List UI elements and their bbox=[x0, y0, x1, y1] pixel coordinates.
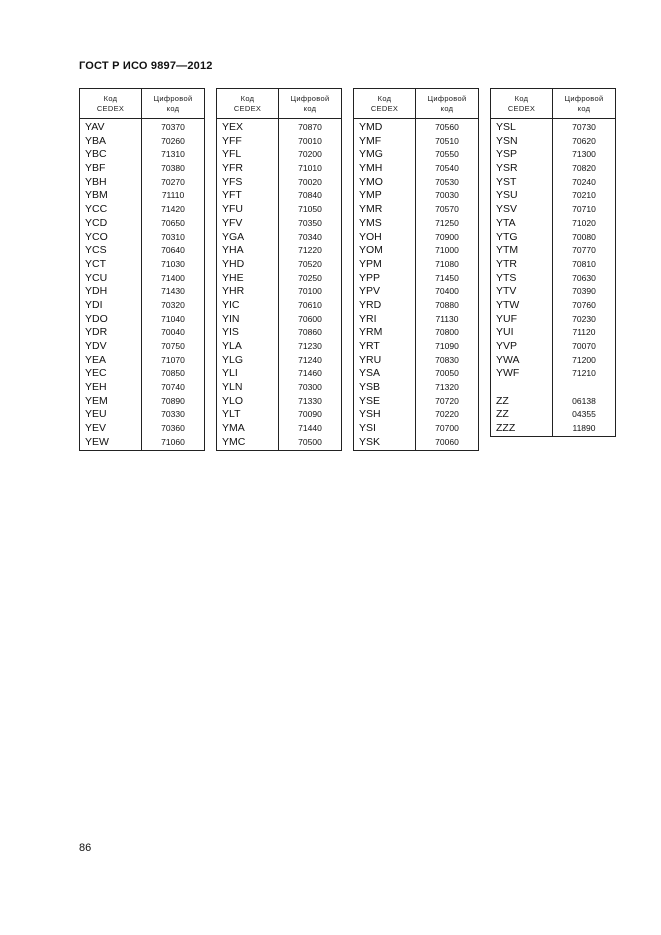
header-numeric-code: Цифровой код bbox=[290, 93, 330, 113]
cedex-code-cell: YSL bbox=[496, 121, 516, 133]
numeric-code-cell bbox=[553, 381, 615, 395]
numeric-code-cell: 70760 bbox=[572, 299, 596, 310]
numeric-code-cell: 71320 bbox=[435, 382, 459, 393]
numeric-code-cell: 70300 bbox=[298, 382, 322, 393]
cedex-code-cell: YCO bbox=[85, 230, 108, 243]
numeric-code-cell: 70800 bbox=[435, 327, 459, 338]
cedex-code-cell: YBM bbox=[85, 189, 108, 202]
cedex-code-cell: YEA bbox=[85, 353, 107, 366]
cedex-code-cell: YMR bbox=[359, 203, 383, 216]
cedex-code-cell: YST bbox=[496, 175, 517, 188]
numeric-code-cell: 70720 bbox=[435, 395, 459, 406]
cedex-code-cell: YMS bbox=[359, 216, 382, 229]
cedex-code-cell: YDI bbox=[85, 298, 103, 311]
cedex-code-cell: YCT bbox=[85, 257, 106, 270]
numeric-code-cell: 71450 bbox=[435, 272, 459, 283]
numeric-code-cell: 70200 bbox=[298, 149, 322, 160]
numeric-code-cell: 71240 bbox=[298, 354, 322, 365]
cedex-code-cell: YOH bbox=[359, 230, 382, 243]
numeric-code-cell: 71440 bbox=[298, 423, 322, 434]
numeric-code-cell: 71310 bbox=[161, 149, 185, 160]
cedex-code-cell: YBC bbox=[85, 148, 107, 161]
numeric-code-cell: 70750 bbox=[161, 341, 185, 351]
cedex-table-4 bbox=[490, 88, 616, 437]
numeric-code-cell: 70730 bbox=[572, 122, 596, 132]
cedex-code-cell: YHR bbox=[222, 285, 245, 298]
cedex-code-cell: YSE bbox=[359, 394, 381, 407]
cedex-code-cell: YAV bbox=[85, 121, 105, 133]
cedex-code-cell: YSR bbox=[496, 162, 518, 175]
numeric-code-cell: 71070 bbox=[161, 354, 185, 365]
header-numeric-code: Цифровой код bbox=[564, 93, 604, 113]
cedex-code-cell: YIS bbox=[222, 326, 239, 339]
numeric-code-cell: 06138 bbox=[572, 395, 596, 406]
cedex-code-cell: YDR bbox=[85, 326, 108, 339]
numeric-code-cell: 70220 bbox=[435, 409, 459, 420]
table-body bbox=[80, 119, 204, 450]
cedex-code-cell: YLO bbox=[222, 394, 244, 407]
numeric-code-cell: 71090 bbox=[435, 341, 459, 351]
numeric-code-cell: 70710 bbox=[572, 204, 596, 215]
header-cedex-code: Код CEDEX bbox=[217, 89, 279, 118]
numeric-code-cell: 71020 bbox=[572, 217, 596, 228]
numeric-code-cell: 71130 bbox=[435, 313, 459, 324]
cedex-code-cell: YWA bbox=[496, 353, 520, 366]
numeric-code-cell: 71000 bbox=[435, 245, 459, 256]
cedex-code-cell: YCC bbox=[85, 203, 108, 216]
numeric-code-cell: 70860 bbox=[298, 327, 322, 338]
numeric-code-cell: 70030 bbox=[435, 190, 459, 201]
cedex-code-cell: YRT bbox=[359, 340, 380, 352]
cedex-code-cell: YTA bbox=[496, 216, 516, 229]
numeric-code-cell: 70010 bbox=[298, 135, 322, 146]
cedex-table-1 bbox=[79, 88, 205, 451]
cedex-code-cell: ZZ bbox=[496, 408, 509, 421]
numeric-code-cell: 70260 bbox=[161, 135, 185, 146]
cedex-code-cell: YTW bbox=[496, 298, 520, 311]
cedex-code-cell: YTR bbox=[496, 257, 517, 270]
cedex-code-cell: YLT bbox=[222, 408, 241, 421]
numeric-code-cell: 70540 bbox=[435, 163, 459, 174]
cedex-table-3 bbox=[353, 88, 479, 451]
cedex-code-cell: YSB bbox=[359, 381, 381, 394]
numeric-code-cell: 70810 bbox=[572, 258, 596, 269]
cedex-code-cell: YFL bbox=[222, 148, 242, 161]
cedex-code-cell: YBF bbox=[85, 162, 106, 175]
cedex-code-cell: YRI bbox=[359, 312, 377, 325]
numeric-code-cell: 70770 bbox=[572, 245, 596, 256]
numeric-code-cell: 71400 bbox=[161, 272, 185, 283]
numeric-code-cell: 70650 bbox=[161, 217, 185, 228]
table-header bbox=[217, 88, 341, 119]
cedex-code-cell: YFR bbox=[222, 162, 243, 175]
numeric-code-cell: 70850 bbox=[161, 368, 185, 379]
cedex-code-cell: YBH bbox=[85, 175, 107, 188]
cedex-code-cell: YDH bbox=[85, 285, 108, 298]
numeric-code-cell: 70640 bbox=[161, 245, 185, 256]
cedex-code-cell: YSN bbox=[496, 134, 518, 147]
cedex-code-cell: YFV bbox=[222, 216, 243, 229]
cedex-code-cell: YMG bbox=[359, 148, 383, 161]
cedex-code-cell: YMD bbox=[359, 121, 383, 133]
numeric-code-cell: 70630 bbox=[572, 272, 596, 283]
cedex-code-cell: YEH bbox=[85, 381, 107, 394]
cedex-code-cell: YFT bbox=[222, 189, 242, 202]
numeric-code-cell: 70830 bbox=[435, 354, 459, 365]
numeric-code-cell: 70370 bbox=[161, 122, 185, 132]
header-cedex-code: Код CEDEX bbox=[80, 89, 142, 118]
numeric-code-cell: 71220 bbox=[298, 245, 322, 256]
cedex-code-cell: YTS bbox=[496, 271, 517, 284]
cedex-code-cell: YCD bbox=[85, 216, 108, 229]
numeric-code-cell: 71040 bbox=[161, 313, 185, 324]
cedex-code-cell: YGA bbox=[222, 230, 245, 243]
numeric-code-cell: 70350 bbox=[298, 217, 322, 228]
numeric-code-cell: 71300 bbox=[572, 149, 596, 160]
numeric-code-cell: 71050 bbox=[298, 204, 322, 215]
numeric-code-cell: 70570 bbox=[435, 204, 459, 215]
numeric-code-cell: 71250 bbox=[435, 217, 459, 228]
cedex-code-cell: YSI bbox=[359, 422, 376, 435]
numeric-column bbox=[142, 119, 204, 450]
code-column bbox=[80, 119, 142, 450]
cedex-code-cell: YBA bbox=[85, 134, 107, 147]
numeric-code-cell: 70530 bbox=[435, 176, 459, 187]
cedex-code-cell: YUF bbox=[496, 312, 517, 325]
cedex-code-cell: YRM bbox=[359, 326, 383, 339]
cedex-code-cell: YFF bbox=[222, 134, 242, 147]
numeric-code-cell: 70360 bbox=[161, 423, 185, 434]
numeric-code-cell: 70250 bbox=[298, 272, 322, 283]
cedex-code-cell: YTG bbox=[496, 230, 518, 243]
page-number: 86 bbox=[79, 842, 92, 854]
cedex-code-cell: YCU bbox=[85, 271, 108, 284]
cedex-code-cell: YEX bbox=[222, 121, 244, 133]
cedex-code-cell: YFS bbox=[222, 175, 243, 188]
table-header bbox=[491, 88, 615, 119]
numeric-code-cell: 71210 bbox=[572, 368, 596, 379]
cedex-code-cell: YMA bbox=[222, 422, 245, 435]
cedex-code-cell: YDO bbox=[85, 312, 108, 325]
numeric-code-cell: 70210 bbox=[572, 190, 596, 201]
numeric-code-cell: 70020 bbox=[298, 176, 322, 187]
cedex-code-cell: YMH bbox=[359, 162, 383, 175]
numeric-code-cell: 70070 bbox=[572, 341, 596, 351]
header-numeric-code: Цифровой код bbox=[427, 93, 467, 113]
numeric-column bbox=[279, 119, 341, 450]
header-cedex-code: Код CEDEX bbox=[491, 89, 553, 118]
cedex-code-cell: YDV bbox=[85, 340, 107, 352]
numeric-code-cell: 71060 bbox=[161, 436, 185, 447]
cedex-code-cell: YEM bbox=[85, 394, 108, 407]
numeric-code-cell: 70520 bbox=[298, 258, 322, 269]
code-column bbox=[491, 119, 553, 436]
cedex-code-cell: YSP bbox=[496, 148, 518, 161]
numeric-code-cell: 70090 bbox=[298, 409, 322, 420]
cedex-code-cell: YEC bbox=[85, 367, 107, 380]
numeric-code-cell: 70240 bbox=[572, 176, 596, 187]
numeric-code-cell: 70840 bbox=[298, 190, 322, 201]
cedex-code-cell: YSU bbox=[496, 189, 518, 202]
cedex-code-cell bbox=[491, 381, 552, 395]
cedex-code-cell: YLA bbox=[222, 340, 242, 352]
numeric-code-cell: 70060 bbox=[435, 436, 459, 447]
cedex-code-cell: YIN bbox=[222, 312, 240, 325]
numeric-code-cell: 70400 bbox=[435, 286, 459, 297]
numeric-code-cell: 71200 bbox=[572, 354, 596, 365]
numeric-code-cell: 71430 bbox=[161, 286, 185, 297]
cedex-code-cell: YSH bbox=[359, 408, 381, 421]
numeric-code-cell: 71420 bbox=[161, 204, 185, 215]
cedex-code-cell: YIC bbox=[222, 298, 240, 311]
numeric-code-cell: 70510 bbox=[435, 135, 459, 146]
numeric-code-cell: 71120 bbox=[572, 327, 596, 338]
cedex-code-cell: YVP bbox=[496, 340, 518, 352]
header-cedex-code: Код CEDEX bbox=[354, 89, 416, 118]
numeric-code-cell: 70890 bbox=[161, 395, 185, 406]
cedex-code-cell: YCS bbox=[85, 244, 107, 257]
cedex-code-cell: YHD bbox=[222, 257, 245, 270]
cedex-code-cell: YHA bbox=[222, 244, 244, 257]
numeric-code-cell: 70610 bbox=[298, 299, 322, 310]
numeric-code-cell: 70620 bbox=[572, 135, 596, 146]
numeric-code-cell: 70270 bbox=[161, 176, 185, 187]
numeric-code-cell: 70100 bbox=[298, 286, 322, 297]
numeric-code-cell: 70820 bbox=[572, 163, 596, 174]
cedex-code-cell: ZZZ bbox=[496, 422, 516, 435]
cedex-code-cell: YSV bbox=[496, 203, 518, 216]
numeric-column bbox=[416, 119, 478, 450]
cedex-code-cell: YSK bbox=[359, 435, 381, 448]
numeric-code-cell: 11890 bbox=[572, 423, 596, 434]
numeric-code-cell: 70900 bbox=[435, 231, 459, 242]
numeric-code-cell: 04355 bbox=[572, 409, 596, 420]
cedex-code-cell: YMF bbox=[359, 134, 382, 147]
numeric-code-cell: 70380 bbox=[161, 163, 185, 174]
cedex-code-cell: YLG bbox=[222, 353, 244, 366]
cedex-code-cell: YHE bbox=[222, 271, 244, 284]
table-body bbox=[354, 119, 478, 450]
numeric-code-cell: 71030 bbox=[161, 258, 185, 269]
numeric-code-cell: 70390 bbox=[572, 286, 596, 297]
cedex-code-cell: YEU bbox=[85, 408, 107, 421]
numeric-code-cell: 70870 bbox=[298, 122, 322, 132]
cedex-code-cell: YUI bbox=[496, 326, 514, 339]
numeric-code-cell: 70740 bbox=[161, 382, 185, 393]
cedex-code-cell: YRD bbox=[359, 298, 382, 311]
numeric-code-cell: 70340 bbox=[298, 231, 322, 242]
numeric-code-cell: 70550 bbox=[435, 149, 459, 160]
table-body bbox=[491, 119, 615, 436]
numeric-code-cell: 71230 bbox=[298, 341, 322, 351]
numeric-code-cell: 70700 bbox=[435, 423, 459, 434]
numeric-code-cell: 70230 bbox=[572, 313, 596, 324]
cedex-code-cell: YSA bbox=[359, 367, 381, 380]
cedex-code-cell: YLN bbox=[222, 381, 243, 394]
numeric-code-cell: 71460 bbox=[298, 368, 322, 379]
numeric-code-cell: 71330 bbox=[298, 395, 322, 406]
cedex-code-cell: ZZ bbox=[496, 394, 509, 407]
document-header: ГОСТ Р ИСО 9897—2012 bbox=[79, 60, 213, 72]
code-column bbox=[354, 119, 416, 450]
cedex-code-cell: YEV bbox=[85, 422, 107, 435]
numeric-column bbox=[553, 119, 615, 436]
numeric-code-cell: 71010 bbox=[298, 163, 322, 174]
cedex-code-cell: YRU bbox=[359, 353, 382, 366]
cedex-code-cell: YPM bbox=[359, 257, 382, 270]
cedex-code-cell: YTM bbox=[496, 244, 519, 257]
table-header bbox=[354, 88, 478, 119]
cedex-code-cell: YPP bbox=[359, 271, 381, 284]
numeric-code-cell: 70600 bbox=[298, 313, 322, 324]
numeric-code-cell: 70040 bbox=[161, 327, 185, 338]
cedex-code-cell: YMO bbox=[359, 175, 383, 188]
cedex-code-cell: YWF bbox=[496, 367, 520, 380]
cedex-table-2 bbox=[216, 88, 342, 451]
numeric-code-cell: 71110 bbox=[161, 190, 185, 201]
header-numeric-code: Цифровой код bbox=[153, 93, 193, 113]
numeric-code-cell: 70050 bbox=[435, 368, 459, 379]
numeric-code-cell: 70310 bbox=[161, 231, 185, 242]
numeric-code-cell: 70880 bbox=[435, 299, 459, 310]
numeric-code-cell: 70500 bbox=[298, 436, 322, 447]
cedex-code-cell: YPV bbox=[359, 285, 381, 298]
cedex-code-cell: YMC bbox=[222, 435, 246, 448]
table-body bbox=[217, 119, 341, 450]
numeric-code-cell: 70330 bbox=[161, 409, 185, 420]
numeric-code-cell: 71080 bbox=[435, 258, 459, 269]
numeric-code-cell: 70320 bbox=[161, 299, 185, 310]
cedex-code-cell: YEW bbox=[85, 435, 109, 448]
cedex-code-cell: YFU bbox=[222, 203, 243, 216]
code-column bbox=[217, 119, 279, 450]
numeric-code-cell: 70080 bbox=[572, 231, 596, 242]
cedex-code-cell: YLI bbox=[222, 367, 238, 380]
cedex-code-cell: YMP bbox=[359, 189, 382, 202]
cedex-code-cell: YOM bbox=[359, 244, 383, 257]
table-header bbox=[80, 88, 204, 119]
numeric-code-cell: 70560 bbox=[435, 122, 459, 132]
cedex-code-cell: YTV bbox=[496, 285, 517, 298]
